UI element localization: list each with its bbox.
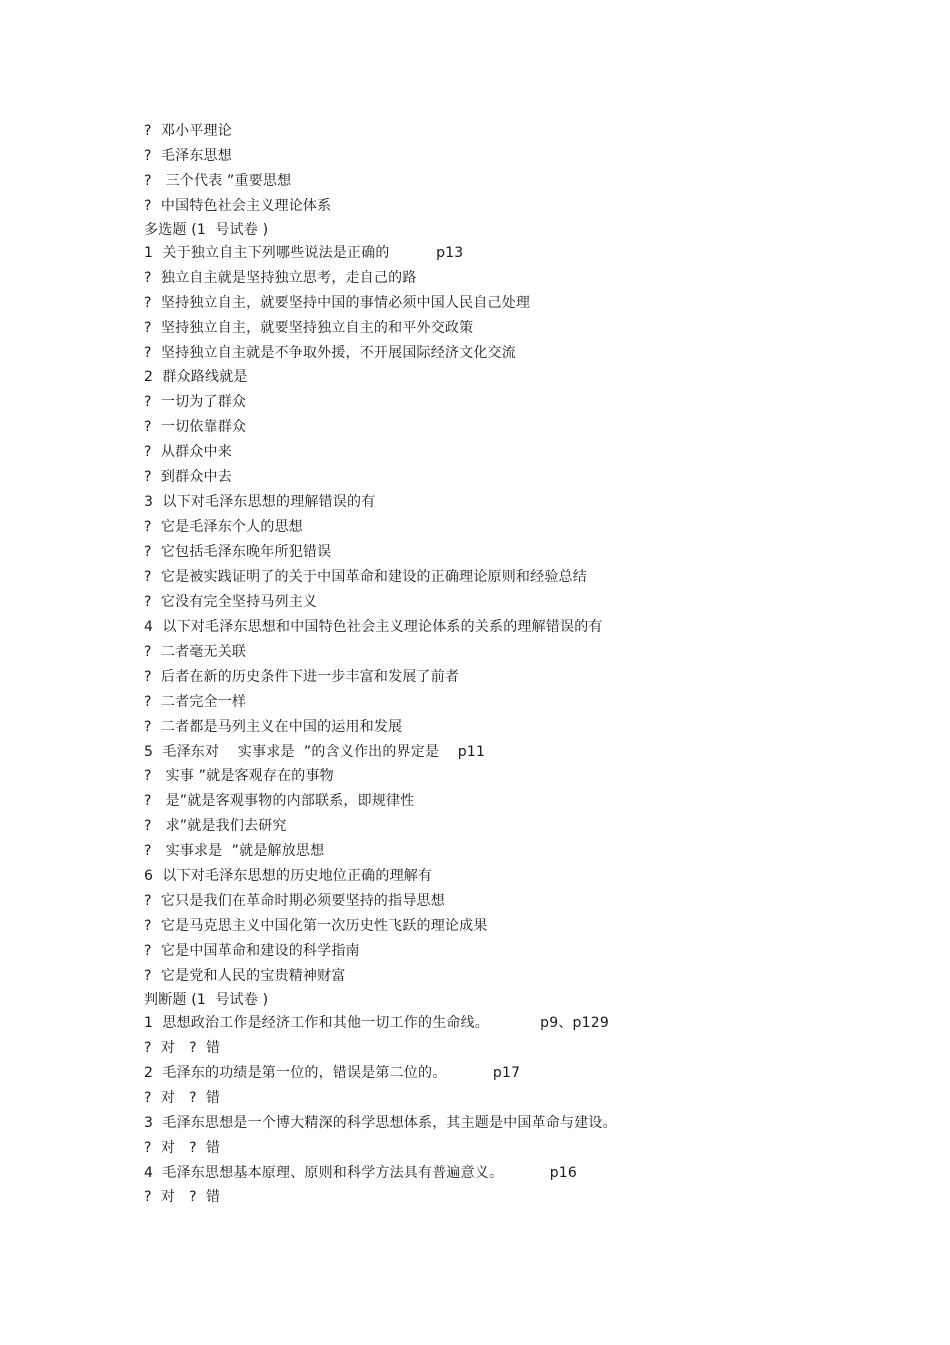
option-line: ? 二者都是马列主义在中国的运用和发展 bbox=[144, 718, 403, 735]
option-line: ? 实事 ”就是客观存在的事物 bbox=[144, 768, 334, 785]
option-line: ? 二者毫无关联 bbox=[144, 643, 247, 660]
option-line: ? 毛泽东思想 bbox=[144, 147, 232, 164]
option-line: ? 坚持独立自主，就要坚持独立自主的和平外交政策 bbox=[144, 319, 474, 336]
option-line: ? 实事求是 ”就是解放思想 bbox=[144, 843, 325, 860]
option-line: ? 坚持独立自主，就要坚持中国的事情必须中国人民自己处理 bbox=[144, 294, 531, 311]
option-line: ? 它是被实践证明了的关于中国革命和建设的正确理论原则和经验总结 bbox=[144, 568, 587, 585]
question-line: 1 思想政治工作是经济工作和其他一切工作的生命线。 p9、p129 bbox=[144, 1014, 609, 1031]
question-line: 2 群众路线就是 bbox=[144, 369, 248, 386]
question-line: 1 关于独立自主下列哪些说法是正确的 p13 bbox=[144, 244, 464, 261]
true-false-options: ? 对 ? 错 bbox=[144, 1189, 221, 1206]
option-line: ? 一切依靠群众 bbox=[144, 419, 247, 436]
true-false-options: ? 对 ? 错 bbox=[144, 1089, 221, 1106]
question-line: 4 以下对毛泽东思想和中国特色社会主义理论体系的关系的理解错误的有 bbox=[144, 618, 603, 635]
option-line: ? 是”就是客观事物的内部联系，即规律性 bbox=[144, 793, 415, 810]
question-line: 3 毛泽东思想是一个博大精深的科学思想体系，其主题是中国革命与建设。 bbox=[144, 1114, 617, 1131]
option-line: ? 中国特色社会主义理论体系 bbox=[144, 197, 332, 214]
question-line: 2 毛泽东的功绩是第一位的，错误是第二位的。 p17 bbox=[144, 1064, 521, 1081]
option-line: ? 三个代表 ”重要思想 bbox=[144, 172, 292, 189]
option-line: ? 独立自主就是坚持独立思考，走自己的路 bbox=[144, 269, 417, 286]
option-line: ? 二者完全一样 bbox=[144, 693, 247, 710]
section-heading-multiple-choice: 多选题 (1 号试卷 ) bbox=[144, 221, 269, 238]
question-line: 3 以下对毛泽东思想的理解错误的有 bbox=[144, 494, 376, 511]
question-line: 6 以下对毛泽东思想的历史地位正确的理解有 bbox=[144, 868, 433, 885]
option-line: ? 坚持独立自主就是不争取外援，不开展国际经济文化交流 bbox=[144, 344, 516, 361]
option-line: ? 它是马克思主义中国化第一次历史性飞跃的理论成果 bbox=[144, 918, 488, 935]
option-line: ? 它只是我们在革命时期必须要坚持的指导思想 bbox=[144, 893, 445, 910]
option-line: ? 它是毛泽东个人的思想 bbox=[144, 519, 303, 536]
document-page bbox=[144, 119, 904, 1210]
option-line: ? 求”就是我们去研究 bbox=[144, 818, 287, 835]
true-false-options: ? 对 ? 错 bbox=[144, 1039, 221, 1056]
option-line: ? 从群众中来 bbox=[144, 444, 232, 461]
option-line: ? 它是中国革命和建设的科学指南 bbox=[144, 943, 360, 959]
question-line: 5 毛泽东对 实事求是 ”的含义作出的界定是 p11 bbox=[144, 743, 486, 760]
option-line: ? 一切为了群众 bbox=[144, 394, 247, 411]
option-line: ? 后者在新的历史条件下进一步丰富和发展了前者 bbox=[144, 668, 460, 685]
option-line: ? 它没有完全坚持马列主义 bbox=[144, 593, 318, 610]
option-line: ? 到群众中去 bbox=[144, 469, 232, 486]
true-false-options: ? 对 ? 错 bbox=[144, 1139, 221, 1156]
option-line: ? 邓小平理论 bbox=[144, 123, 232, 139]
option-line: ? 它包括毛泽东晚年所犯错误 bbox=[144, 544, 332, 560]
question-line: 4 毛泽东思想基本原理、原则和科学方法具有普遍意义。 p16 bbox=[144, 1164, 578, 1181]
section-heading-true-false: 判断题 (1 号试卷 ) bbox=[144, 991, 269, 1008]
option-line: ? 它是党和人民的宝贵精神财富 bbox=[144, 967, 346, 984]
